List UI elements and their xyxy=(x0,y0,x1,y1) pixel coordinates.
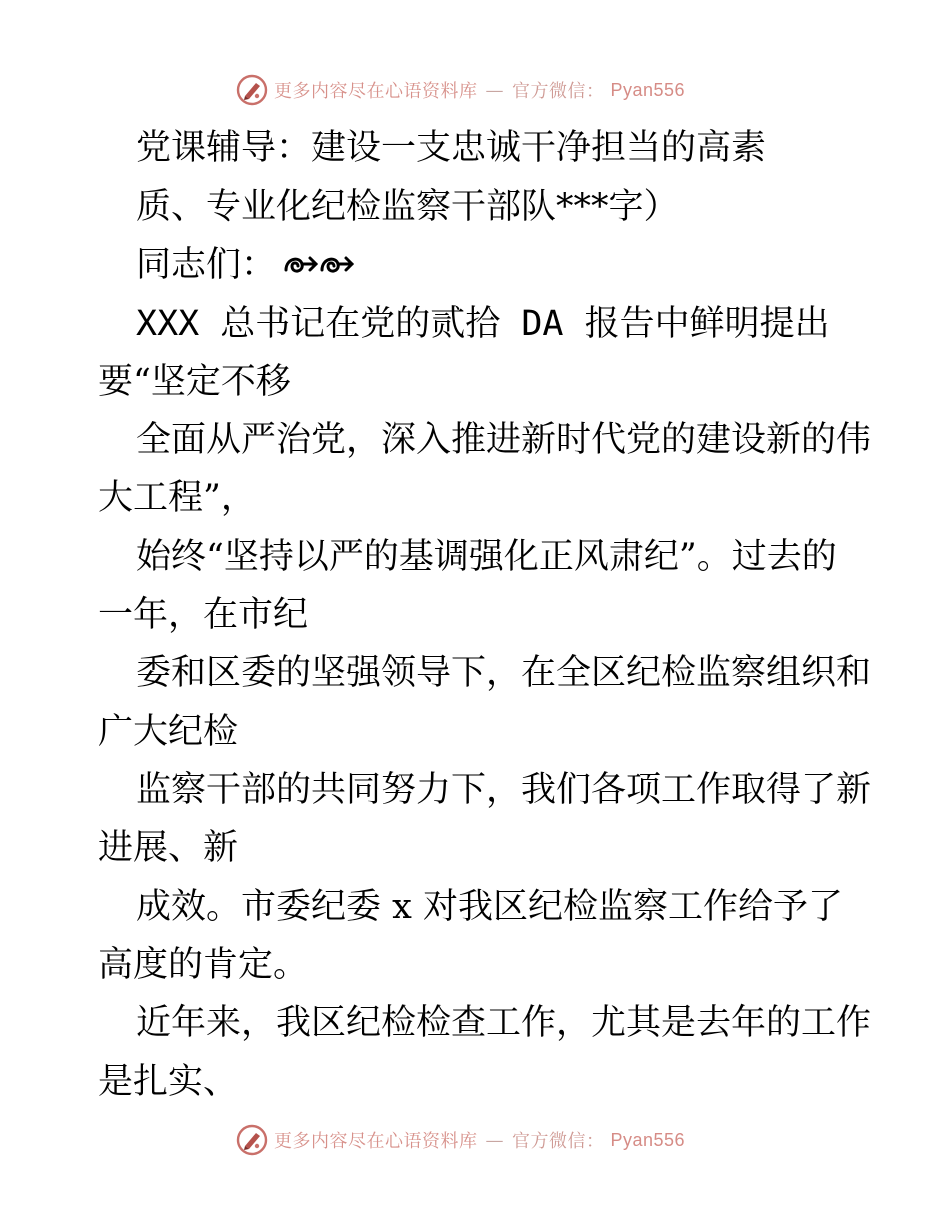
text-line: 高度的肯定。 xyxy=(98,945,309,985)
fleuron-icon xyxy=(282,250,356,278)
text-line: XXX 总书记在党的贰拾 DA 报告中鲜明提出 xyxy=(136,304,830,344)
text-line: 质、专业化纪检监察干部队***字） xyxy=(136,187,679,227)
text-line: 委和区委的坚强领导下，在全区纪检监察组织和 xyxy=(136,653,872,693)
greeting-text: 同志们： xyxy=(136,245,277,285)
text-line: 广大纪检 xyxy=(98,712,239,752)
text-line: 要“坚定不移 xyxy=(98,362,291,402)
text-line: 始终“坚持以严的基调强化正风肃纪”。过去的 xyxy=(136,537,837,577)
text-line: 一年，在市纪 xyxy=(98,595,309,635)
text-line: 进展、新 xyxy=(98,828,239,868)
banner-wechat-id: Pyan556 xyxy=(610,1129,686,1150)
banner-separator: — xyxy=(485,1129,504,1151)
banner-wechat-id: Pyan556 xyxy=(610,79,686,100)
text-line: 全面从严治党，深入推进新时代党的建设新的伟 xyxy=(136,420,872,460)
text-line: 成效。市委纪委 x 对我区纪检监察工作给予了 xyxy=(136,887,843,927)
pen-seal-icon xyxy=(236,1124,268,1156)
text-line: 监察干部的共同努力下，我们各项工作取得了新 xyxy=(136,770,872,810)
text-line: 是扎实、 xyxy=(98,1062,239,1102)
text-line: 大工程”， xyxy=(98,478,256,518)
banner-site-text: 更多内容尽在心语资料库 xyxy=(274,1131,478,1152)
text-line: 党课辅导：建设一支忠诚干净担当的高素 xyxy=(136,128,767,168)
text-line: 近年来，我区纪检检查工作，尤其是去年的工作 xyxy=(136,1003,872,1043)
banner-separator: — xyxy=(485,79,504,101)
greeting-line xyxy=(136,245,356,285)
banner-site-text: 更多内容尽在心语资料库 xyxy=(274,81,478,102)
footer-banner xyxy=(236,1122,716,1158)
banner-wechat-label: 官方微信： xyxy=(512,1131,605,1152)
banner-wechat-label: 官方微信： xyxy=(512,81,605,102)
